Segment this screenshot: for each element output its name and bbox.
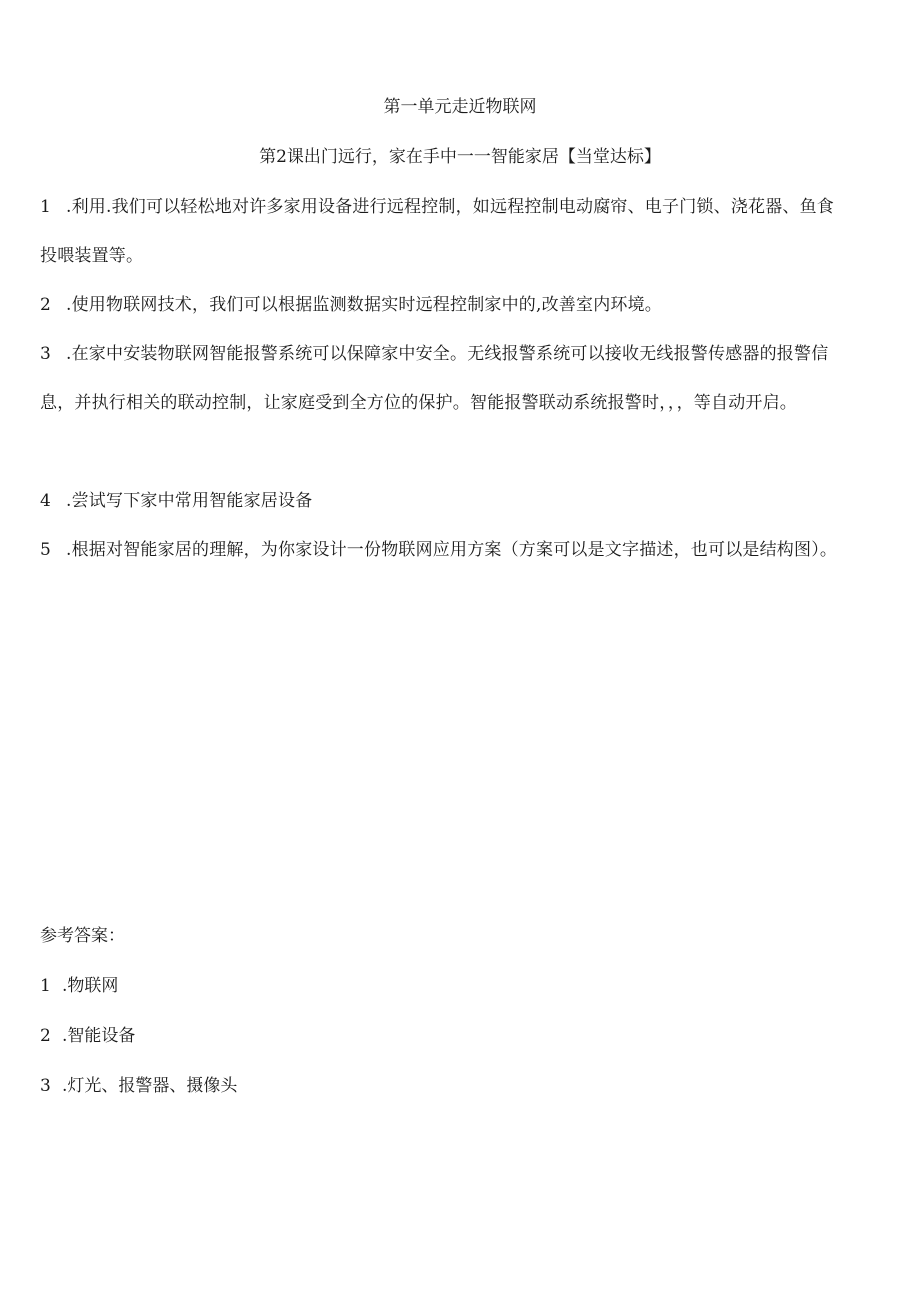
answer-text: .灯光、报警器、摄像头 [62, 1076, 238, 1096]
question-number: 3 [40, 344, 52, 364]
question-number: 4 [40, 491, 52, 511]
lesson-title: 第2课出门远行，家在手中一一智能家居【当堂达标】 [259, 147, 661, 167]
answer-text: .智能设备 [62, 1026, 136, 1046]
answer-3 [40, 1076, 237, 1096]
question-text: .根据对智能家居的理解，为你家设计一份物联网应用方案（方案可以是文字描述，也可以是结构图）。 [66, 540, 838, 560]
unit-title: 第一单元走近物联网 [383, 97, 537, 117]
question-5 [40, 526, 850, 575]
answer-1 [40, 976, 118, 996]
question-3 [40, 330, 850, 428]
question-text: .在家中安装物联网智能报警系统可以保障家中安全。无线报警系统可以接收无线报警传感器的报警信息，并执行相关的联动控制，让家庭受到全方位的保护。智能报警联动系统报警时，，，等自动开启。 [40, 344, 829, 413]
answer-2 [40, 1026, 135, 1046]
question-number: 1 [40, 197, 52, 217]
question-text: .使用物联网技术，我们可以根据监测数据实时远程控制家中的,改善室内环境。 [66, 295, 663, 315]
question-1 [40, 183, 850, 281]
question-number: 5 [40, 540, 52, 560]
question-number: 2 [40, 295, 52, 315]
question-text: .尝试写下家中常用智能家居设备 [66, 491, 313, 511]
answer-number: 1 [40, 976, 51, 996]
question-2 [40, 281, 850, 330]
answers-heading: 参考答案： [40, 926, 125, 946]
question-text: .利用.我们可以轻松地对许多家用设备进行远程控制，如远程控制电动腐帘、电子门锁、浇花器、鱼食投喂装置等。 [40, 197, 835, 266]
answer-number: 3 [40, 1076, 51, 1096]
answer-text: .物联网 [62, 976, 119, 996]
answer-number: 2 [40, 1026, 51, 1046]
question-4 [40, 477, 850, 526]
